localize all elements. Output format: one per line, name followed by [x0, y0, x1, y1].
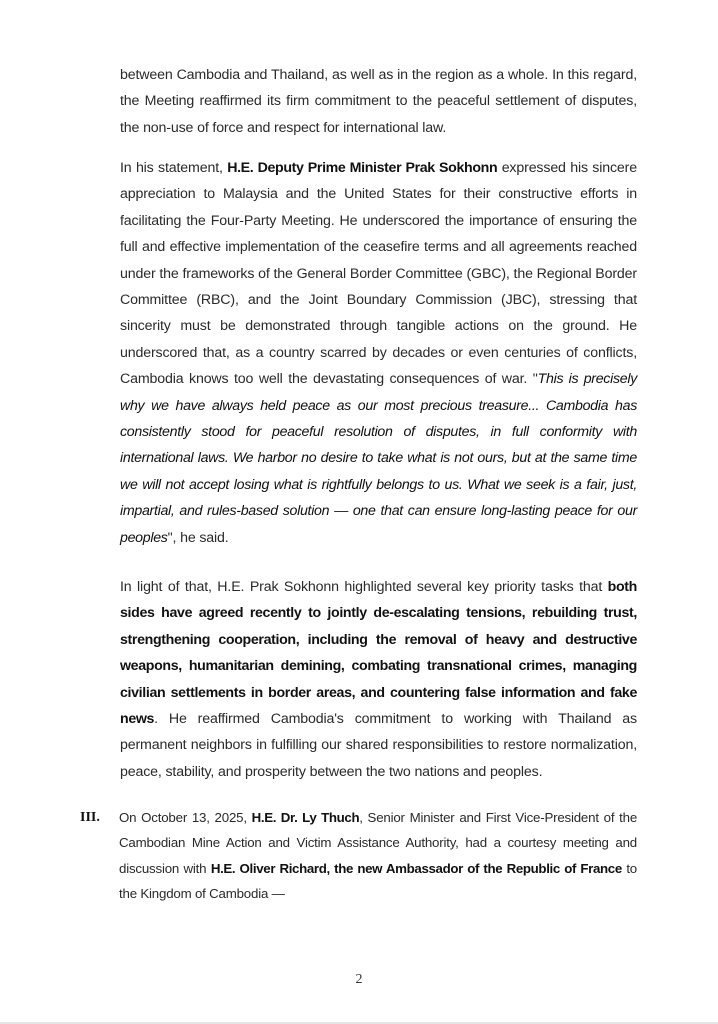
paragraph-lead: In his statement, [120, 160, 228, 176]
priority-tasks-bold: both sides have agreed recently to jointly de-escalating tensions, rebuilding trust, strengthening cooperation, including the removal of heavy and destructive weapons, humanitarian demining, combating transnational crimes, managing civilian settlements in border areas, and countering false information and fake news [120, 579, 637, 728]
page-number: 2 [355, 972, 363, 987]
speaker-name: H.E. Deputy Prime Minister Prak Sokhonn [227, 160, 498, 176]
section-3-text [119, 805, 637, 906]
paragraph-regional-commitment [120, 62, 637, 141]
paragraph-tail: ", he said. [167, 529, 229, 546]
section-number: III. [80, 810, 100, 825]
section-mid: , Senior Minister and First Vice-President of the Cambodian Mine Action and Victim Assistance Authority, had a courtesy meeting and discussion with [119, 810, 638, 876]
paragraph-prak-sokhonn-statement [120, 155, 637, 551]
person-ly-thuch: H.E. Dr. Ly Thuch [251, 810, 360, 825]
quoted-statement: This is precisely why we have always held peace as our most precious treasure... Cambodia has consistently stood for peaceful resolution of disputes, in full conformity with international laws. We harbor no desire to take what is not ours, but at the same time we will not accept losing what is rightfully belongs to us. What we seek is a fair, just, impartial, and rules-based solution — one that can ensure long-lasting peace for our peoples [120, 371, 637, 546]
paragraph-tail: . He reaffirmed Cambodia's commitment to working with Thailand as permanent neighbors in fulfilling our shared responsibilities to restore normalization, peace, stability, and prosperity between the two nations and peoples. [120, 711, 637, 780]
paragraph-priority-tasks [120, 574, 637, 785]
person-oliver-richard: H.E. Oliver Richard, the new Ambassador of the Republic of France [210, 860, 622, 876]
paragraph-body: expressed his sincere appreciation to Malaysia and the United States for their constructive efforts in facilitating the Four-Party Meeting. He underscored the importance of ensuring the full and effective implementation of the ceasefire terms and all agreements reached under the frameworks of the General Border Committee (GBC), the Regional Border Committee (RBC), and the Joint Boundary Commission (JBC), stressing that sincerity must be demonstrated through tangible actions on the ground. He underscored that, as a country scarred by decades or even centuries of conflicts, Cambodia knows too well the devastating consequences of war. " [120, 160, 637, 388]
paragraph-lead: In light of that, H.E. Prak Sokhonn highlighted several key priority tasks that [120, 579, 608, 595]
paragraph-text: between Cambodia and Thailand, as well as in the region as a whole. In this regard, the Meeting reaffirmed its firm commitment to the peaceful settlement of disputes, the non-use of force and respect for international law. [120, 67, 637, 136]
section-tail: to the Kingdom of Cambodia — [119, 860, 638, 901]
section-lead: On October 13, 2025, [119, 810, 252, 825]
